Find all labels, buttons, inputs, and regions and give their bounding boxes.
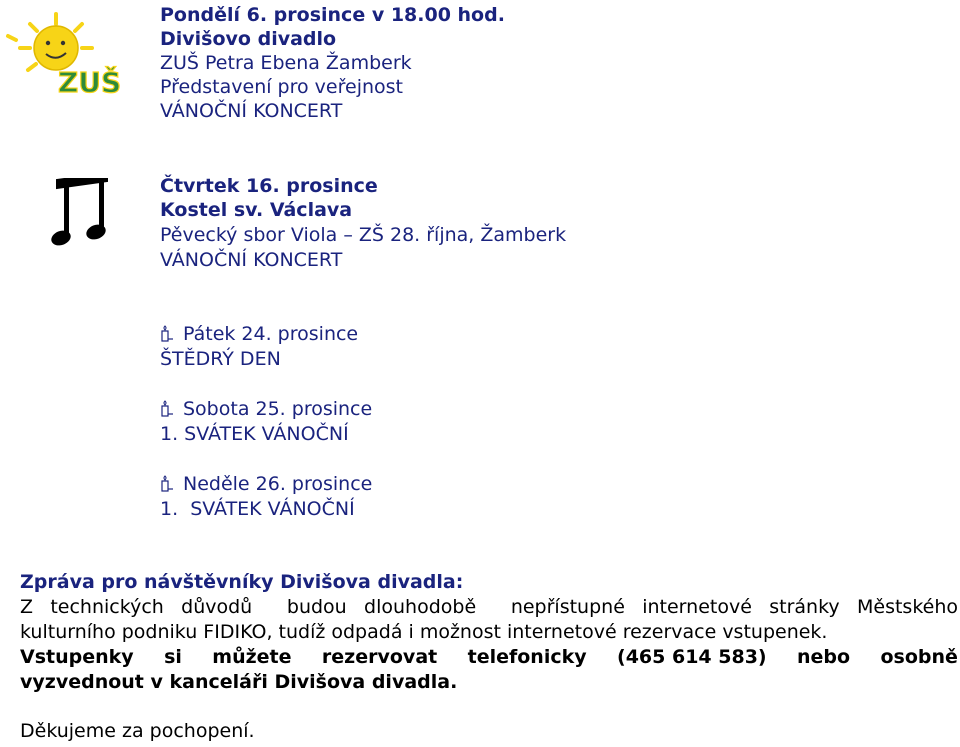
holiday-3-date-text: Neděle 26. prosince — [183, 473, 373, 495]
event-2-title: VÁNOČNÍ KONCERT — [160, 249, 343, 271]
para2-word: osobně — [880, 646, 958, 668]
event-1-date: Pondělí 6. prosince v 18.00 hod. — [160, 4, 505, 26]
holiday-1-name: ŠTĚDRÝ DEN — [160, 348, 281, 370]
notice-para2-line2: vyzvednout v kanceláři Divišova divadla. — [20, 671, 458, 693]
candle-icon — [160, 475, 175, 492]
event-1-performer: ZUŠ Petra Ebena Žamberk — [160, 52, 412, 74]
candle-icon — [160, 400, 175, 417]
holiday-2-name: 1. SVÁTEK VÁNOČNÍ — [160, 423, 349, 445]
para2-word: rezervovat — [321, 646, 438, 668]
event-1-venue: Divišovo divadlo — [160, 28, 337, 50]
holiday-1-date — [160, 322, 358, 346]
candle-icon — [160, 325, 175, 342]
event-2-date: Čtvrtek 16. prosince — [160, 175, 378, 197]
para2-word: Vstupenky — [20, 646, 134, 668]
para2-word: si — [164, 646, 182, 668]
holiday-3-date — [160, 472, 372, 496]
event-1-note: Představení pro veřejnost — [160, 76, 403, 98]
notice-para1-line2: kulturního podniku FIDIKO, tudíž odpadá i možnost internetové rezervace vstupenek. — [20, 621, 828, 643]
zus-logo — [2, 10, 130, 100]
para2-word: nebo — [797, 646, 851, 668]
logo-text: ZUŠ — [58, 66, 122, 99]
event-2-performer: Pěvecký sbor Viola – ZŠ 28. října, Žamberk — [160, 224, 567, 246]
event-2-venue: Kostel sv. Václava — [160, 199, 353, 221]
holiday-2-date-text: Sobota 25. prosince — [183, 398, 373, 420]
music-note-icon — [50, 178, 112, 250]
notice-para2-line1 — [20, 645, 958, 670]
para2-word: (465 614 583) — [617, 646, 767, 668]
holiday-1-date-text: Pátek 24. prosince — [183, 323, 359, 345]
para2-word: můžete — [212, 646, 292, 668]
notice-para1-line1: Z technických důvodů budou dlouhodobě nepřístupné internetové stránky Městského — [20, 596, 958, 618]
holiday-2-date — [160, 397, 372, 421]
holiday-3-name: 1. SVÁTEK VÁNOČNÍ — [160, 498, 355, 520]
para2-word: telefonicky — [467, 646, 587, 668]
notice-heading: Zpráva pro návštěvníky Divišova divadla: — [20, 571, 464, 593]
notice-thanks: Děkujeme za pochopení. — [20, 720, 255, 742]
event-1-title: VÁNOČNÍ KONCERT — [160, 100, 343, 122]
